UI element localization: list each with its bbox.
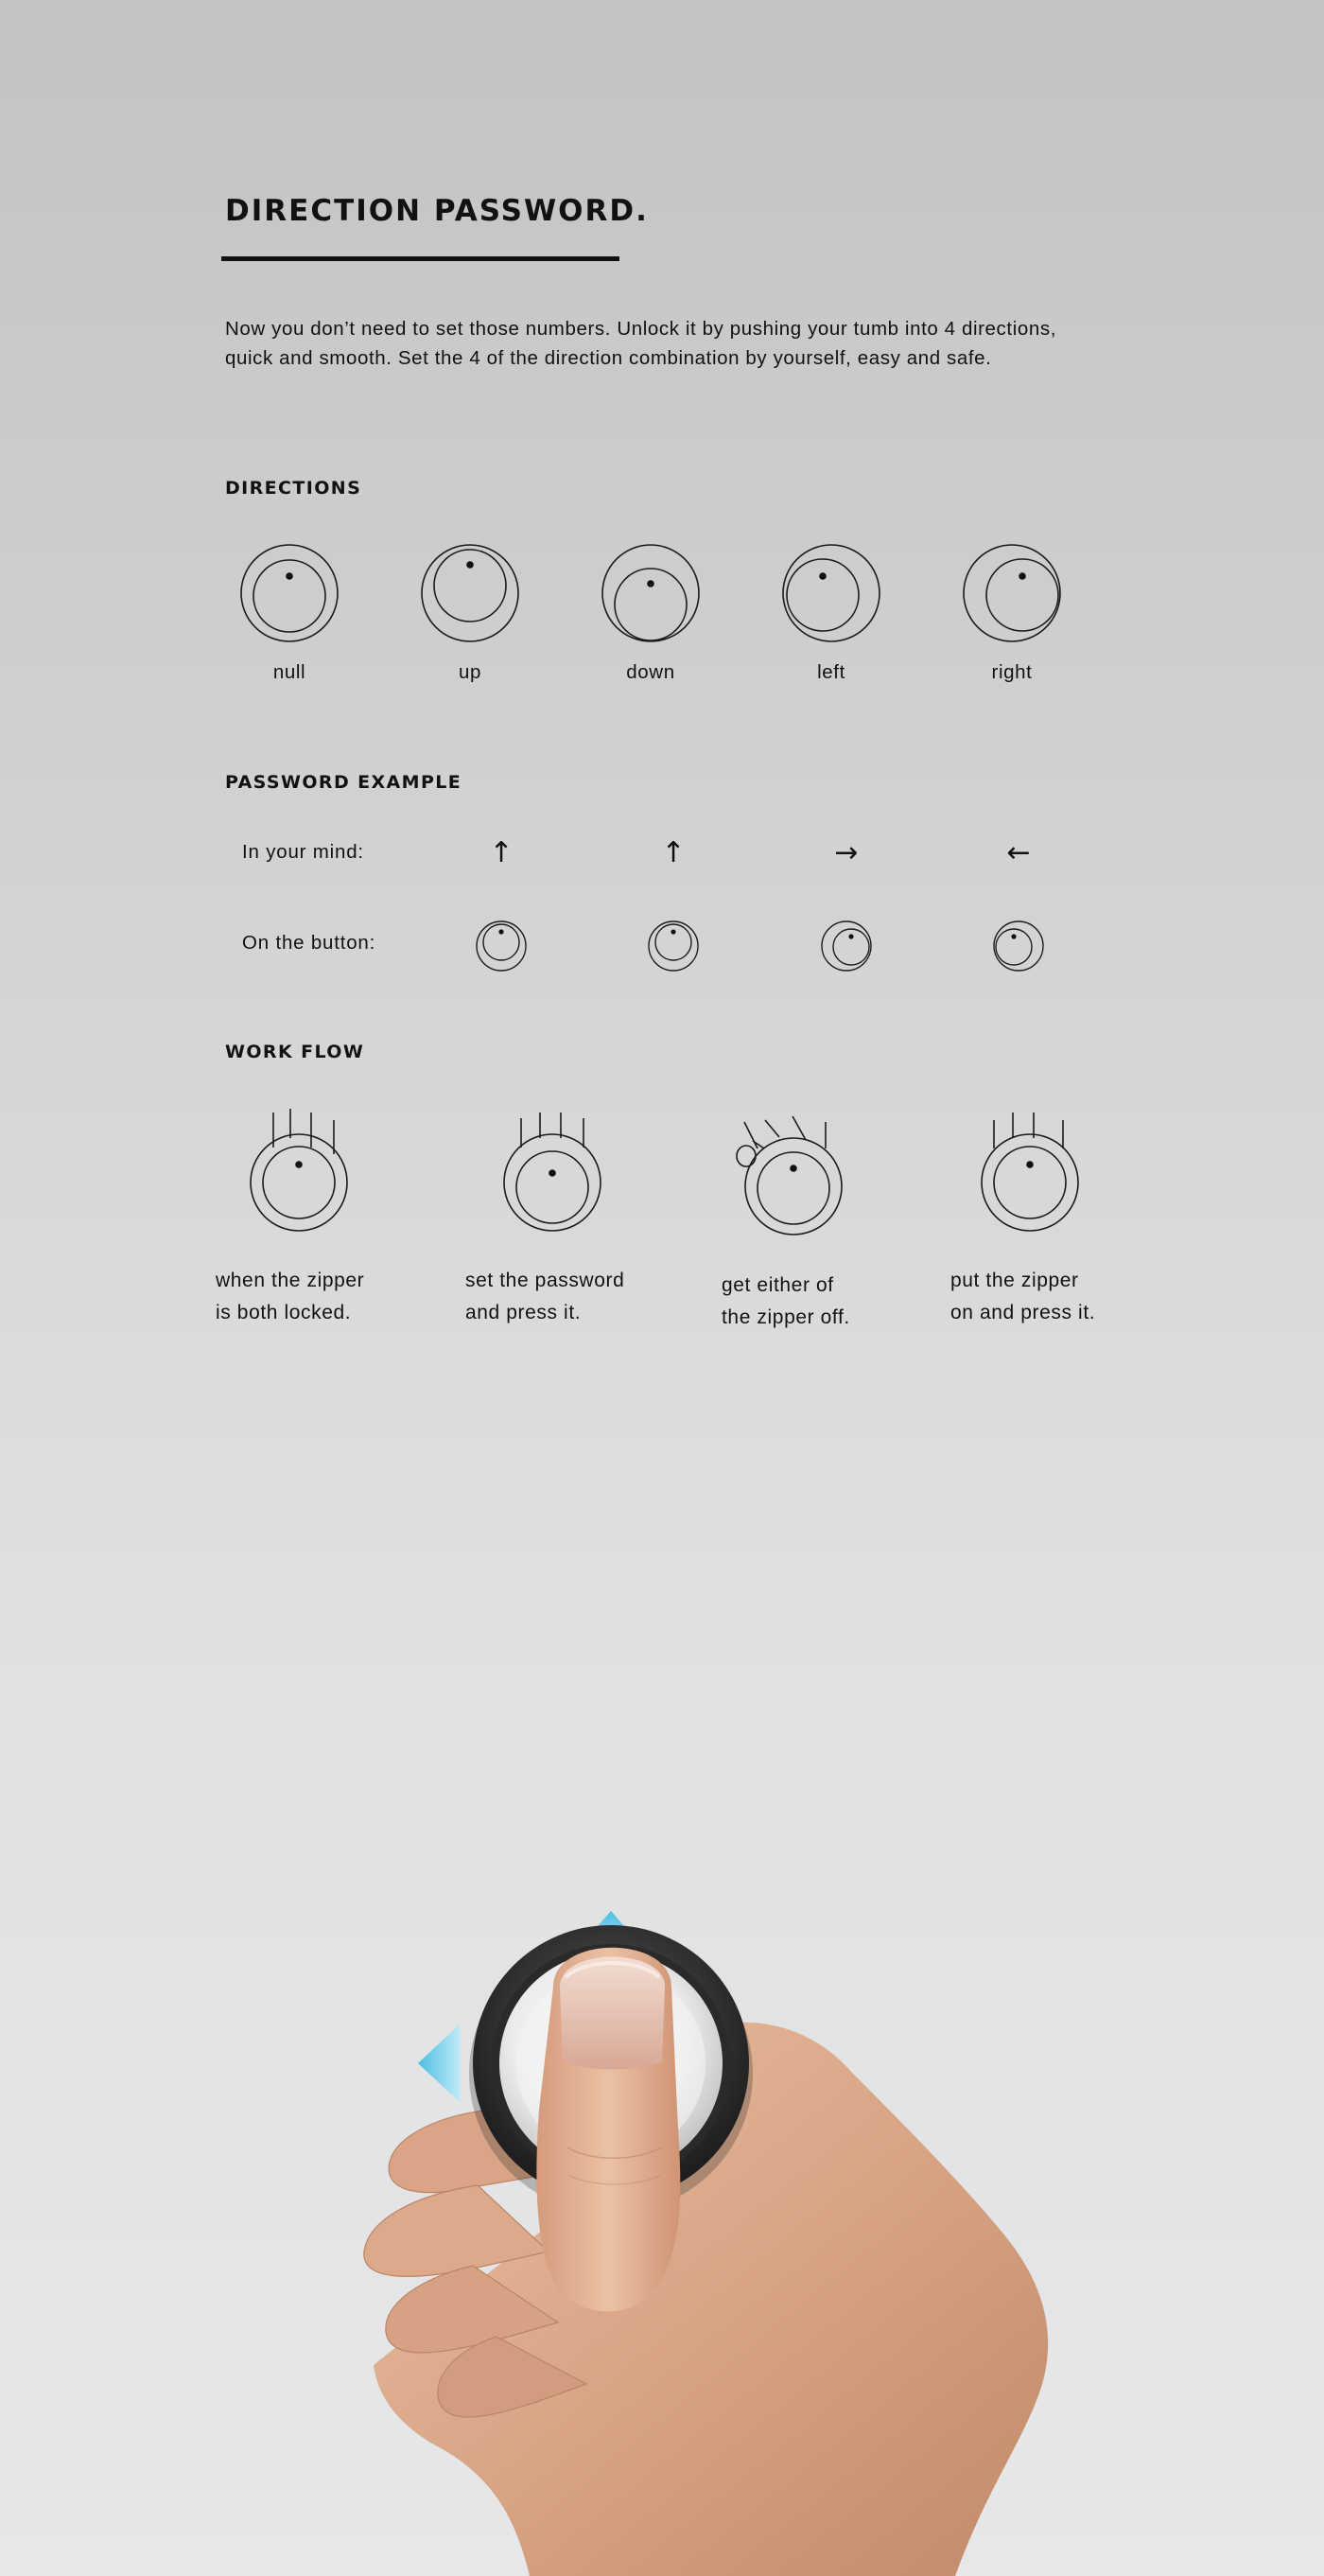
direction-label-left: left [817, 661, 845, 683]
direction-dial-down-icon [602, 545, 699, 641]
in-your-mind-label: In your mind: [242, 841, 364, 863]
direction-label-down: down [626, 661, 675, 683]
direction-dial-null-icon [241, 545, 338, 641]
password-example-heading: PASSWORD EXAMPLE [225, 772, 462, 793]
thumb-icon [536, 1948, 680, 2312]
direction-dial-right-icon [964, 545, 1060, 641]
direction-label-right: right [991, 661, 1033, 683]
workflow-step-1 [216, 1265, 364, 1329]
mind-arrow-3-icon: → [834, 836, 859, 869]
direction-label-up: up [458, 661, 481, 683]
directions-heading: DIRECTIONS [225, 478, 362, 499]
workflow-locked-icon [251, 1109, 347, 1231]
direction-dial-up-icon [422, 545, 518, 641]
on-the-button-label: On the button: [242, 932, 376, 954]
workflow-step-1-line2: is both locked. [216, 1302, 352, 1323]
button-dial-right-icon [822, 921, 871, 971]
workflow-zipper-on-icon [982, 1113, 1078, 1231]
workflow-step-4-line1: put the zipper [950, 1270, 1079, 1291]
page-title: DIRECTION PASSWORD. [225, 194, 649, 228]
mind-arrow-1-icon: ↑ [489, 836, 514, 869]
workflow-step-4 [950, 1265, 1095, 1329]
workflow-step-2 [465, 1265, 624, 1329]
direction-label-null: null [272, 661, 306, 683]
arrow-left-icon [418, 2024, 460, 2102]
workflow-step-3 [722, 1270, 850, 1334]
workflow-zipper-off-icon [737, 1116, 842, 1235]
workflow-step-4-line2: on and press it. [950, 1302, 1096, 1323]
hand-pressing-lock-illustration [0, 1835, 1324, 2576]
work-flow-heading: WORK FLOW [225, 1042, 365, 1062]
workflow-press-icon [504, 1113, 601, 1231]
button-dial-left-icon [994, 921, 1043, 971]
workflow-step-3-line1: get either of [722, 1274, 834, 1296]
intro-paragraph: Now you don’t need to set those numbers. Unlock it by pushing your tumb into 4 directions, quick and smooth. Set the 4 of the direction combination by yourself, easy and safe. [225, 318, 1057, 369]
workflow-step-2-line2: and press it. [465, 1302, 582, 1323]
direction-dial-left-icon [783, 545, 880, 641]
workflow-step-2-line1: set the password [465, 1270, 625, 1291]
workflow-step-3-line2: the zipper off. [722, 1306, 850, 1328]
workflow-step-1-line1: when the zipper [216, 1270, 365, 1291]
mind-arrow-2-icon: ↑ [661, 836, 686, 869]
button-dial-up-1-icon [477, 921, 526, 971]
mind-arrow-4-icon: ← [1006, 836, 1031, 869]
button-dial-up-2-icon [649, 921, 698, 971]
